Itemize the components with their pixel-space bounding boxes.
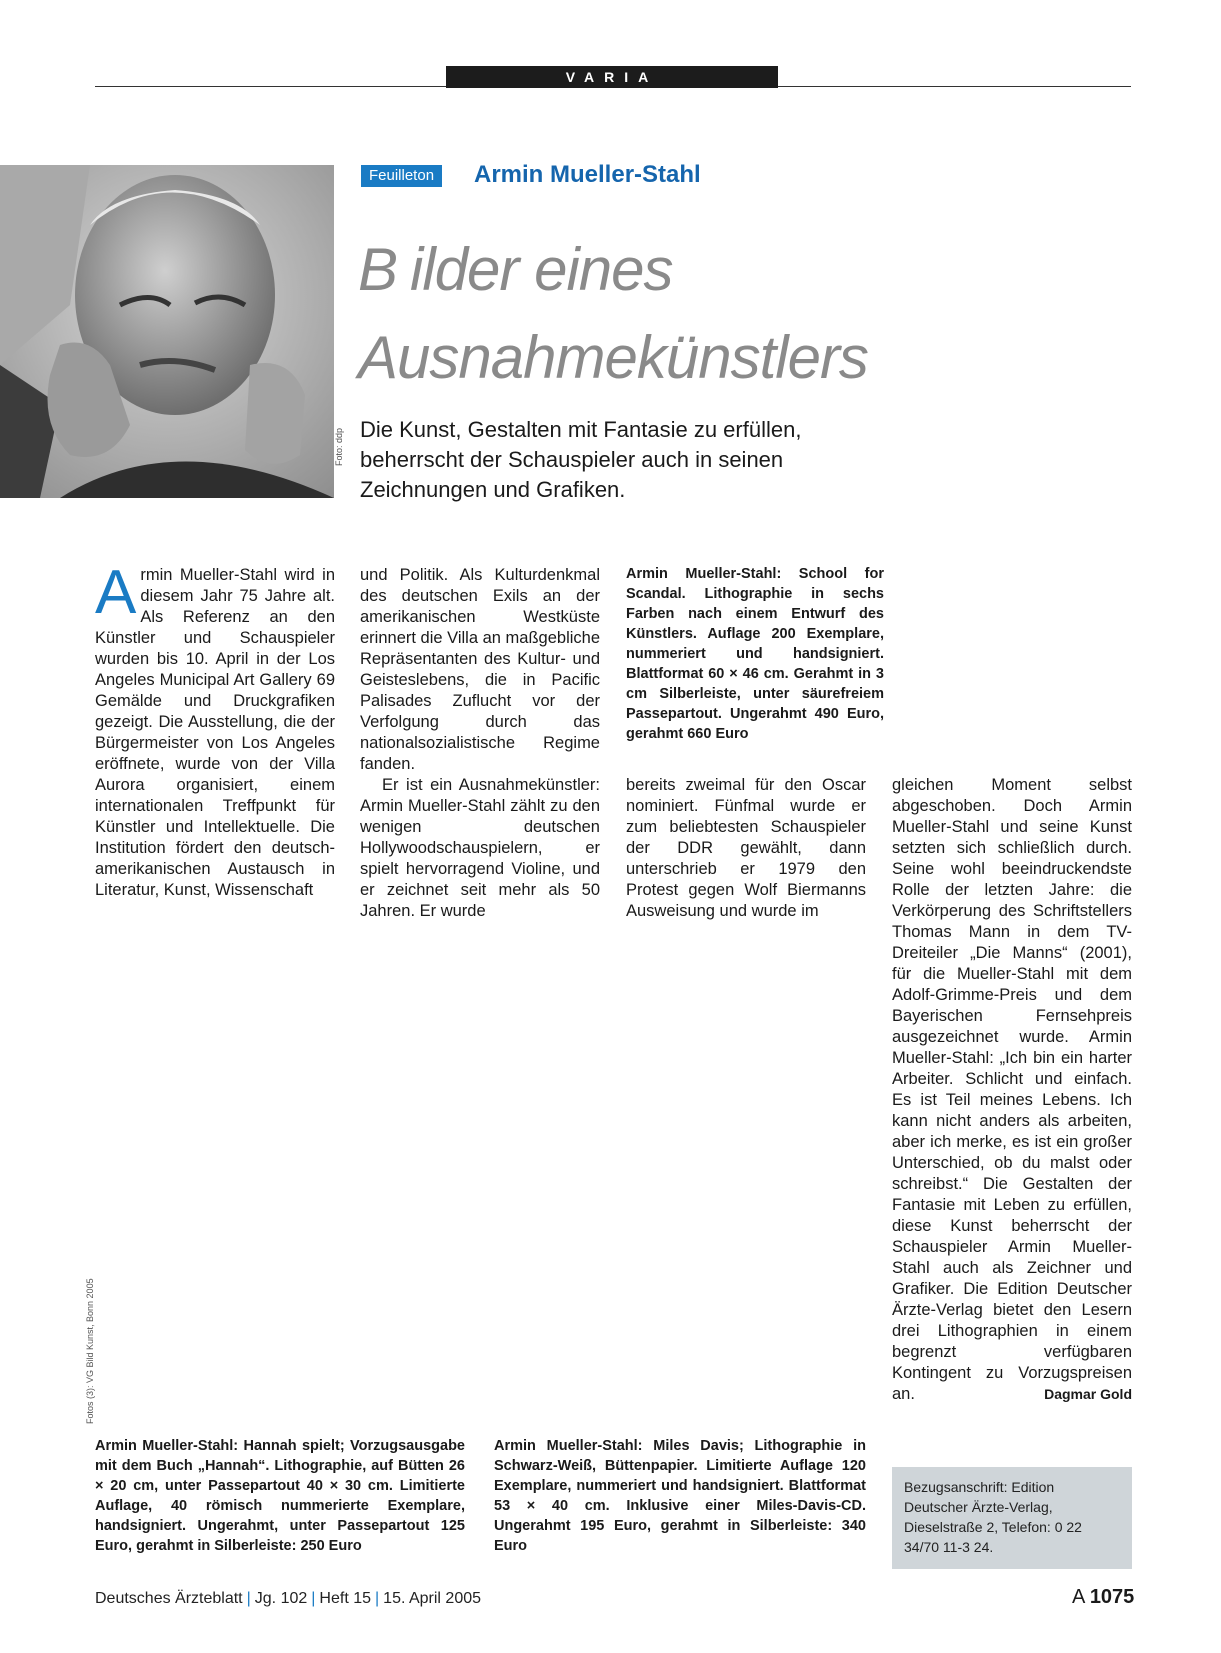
caption-miles-davis: Armin Mueller-Stahl: Miles Davis; Lithographie in Schwarz-Weiß, Büttenpapier. Limitierte Auflage 120 Exemplare, nummeriert und handsigniert. Blattformat 53 × 40 cm. Inklusive einer Miles-Davis-CD. Ungerahmt 195 Euro, gerahmt in Silberleiste: 340 Euro <box>494 1438 866 1554</box>
issue-date: 15. April 2005 <box>383 1590 482 1607</box>
headline-line-2: Ausnahmekünstlers <box>358 324 868 391</box>
page-prefix: A <box>1072 1586 1085 1608</box>
body-paragraph: gleichen Moment selbst abgeschoben. Doch Armin Mueller-Stahl und seine Kunst setzten sich schließlich durch. Seine wohl beeindruckendste Rolle der letzten Jahre: die Verkörperung des Schriftstellers Thomas Mann in dem TV-Dreiteiler „Die Manns“ (2001), für die Mueller-Stahl mit dem Adolf-Grimme-Preis und dem Bayerischen Fernsehpreis ausgezeichnet wurde. Armin Mueller-Stahl: „Ich bin ein harter Arbeiter. Schlicht und einfach. Es ist Teil meines Lebens. Ich kann nicht anders als arbeiten, aber ich merke, es ist ein großer Unterschied, ob du malst oder schreibst.“ Die Gestalten der Fantasie mit Leben zu erfüllen, diese Kunst beherrscht der Schauspieler Armin Mueller-Stahl auch als Zeichner und Grafiker. Die Edition Deutscher Ärzte-Verlag bietet den Lesern drei Lithographien in einem begrenzt verfügbaren Kontingent zu Vorzugspreisen an. <box>892 776 1132 1403</box>
journal-volume: Jg. 102 <box>254 1590 308 1607</box>
body-paragraph: rmin Mueller-Stahl wird in diesem Jahr 75 Jahre alt. Als Referenz an den Künstler und Schauspieler wurden bis 10. April in der Los Angeles Municipal Art Gallery 69 Gemälde und Druckgrafiken gezeigt. Die Ausstellung, die der Bürgermeister von Los Angeles eröffnete, wurde von der Villa Aurora organisiert, einem internationalen Treffpunkt für Künstler und Intellektuelle. Die Institution fördert den deutsch-amerikanischen Austausch in Literatur, Kunst, Wissenschaft <box>95 566 335 899</box>
headline <box>358 226 1138 402</box>
lead-paragraph: Die Kunst, Gestalten mit Fantasie zu erfüllen, beherrscht der Schauspieler auch in seinen Zeichnungen und Grafiken. <box>360 417 802 502</box>
body-paragraph: bereits zweimal für den Oscar nominiert. Fünfmal wurde er zum beliebtesten Schauspieler der DDR gewählt, dann unterschrieb er 1979 den Protest gegen Wolf Biermanns Ausweisung und wurde im <box>626 776 866 920</box>
journal-name: Deutsches Ärzteblatt <box>95 1590 243 1607</box>
images-credit: Fotos (3): VG Bild Kunst, Bonn 2005 <box>85 1278 95 1424</box>
body-paragraph: Er ist ein Ausnahmekünstler: Armin Mueller-Stahl zählt zu den wenigen deutschen Hollywoodschauspielern, er spielt hervorragend Violine, und er zeichnet seit mehr als 50 Jahren. Er wurde <box>360 776 600 920</box>
body-column-4 <box>892 775 1132 1405</box>
rubric-badge: Feuilleton <box>361 165 442 187</box>
separator: | <box>311 1590 316 1607</box>
section-label: VARIA <box>446 66 778 88</box>
separator: | <box>246 1590 251 1607</box>
separator: | <box>375 1590 380 1607</box>
body-column-3 <box>626 775 866 922</box>
drop-cap: A <box>95 558 137 627</box>
body-column-2 <box>360 565 600 922</box>
headline-line-1 <box>358 226 1138 314</box>
page-number <box>1072 1585 1134 1609</box>
order-address-box: Bezugsanschrift: Edition Deutscher Ärzte-Verlag, Dieselstraße 2, Telefon: 0 22 34/70 11-3 24. <box>892 1467 1132 1569</box>
kicker-title: Armin Mueller-Stahl <box>474 161 701 188</box>
headline-line-1-rest: ilder eines <box>410 236 673 303</box>
journal-issue: Heft 15 <box>319 1590 372 1607</box>
caption-school-for-scandal: Armin Mueller-Stahl: School for Scandal. Lithographie in sechs Farben nach einem Entwurf des Künstlers. Auflage 200 Exemplare, nummeriert und handsigniert. Blattformat 60 × 46 cm. Gerahmt in 3 cm Silberleiste, unter säurefreiem Passepartout. Ungerahmt 490 Euro, gerahmt 660 Euro <box>626 566 884 742</box>
footer-citation <box>95 1589 481 1609</box>
portrait-photo <box>0 165 334 498</box>
body-column-1 <box>95 558 335 901</box>
photo-credit: Foto: ddp <box>334 427 344 466</box>
author-byline: Dagmar Gold <box>1044 1386 1132 1402</box>
body-paragraph: und Politik. Als Kulturdenkmal des deutschen Exils an der amerikanischen Westküste erinnert die Villa an maßgebliche Repräsentanten des Kultur- und Geisteslebens, die in Pacific Palisades Zuflucht vor der Verfolgung durch das nationalsozialistische Regime fanden. <box>360 566 600 773</box>
page-number-value: 1075 <box>1089 1586 1135 1608</box>
headline-initial: B <box>358 236 411 303</box>
caption-hannah: Armin Mueller-Stahl: Hannah spielt; Vorzugsausgabe mit dem Buch „Hannah“. Lithographie, auf Bütten 26 × 20 cm, unter Passepartout 40 × 30 cm. Limitierte Auflage, 40 römisch nummerierte Exemplare, handsigniert. Ungerahmt, unter Passepartout 125 Euro, gerahmt in Silberleiste: 250 Euro <box>95 1438 465 1554</box>
